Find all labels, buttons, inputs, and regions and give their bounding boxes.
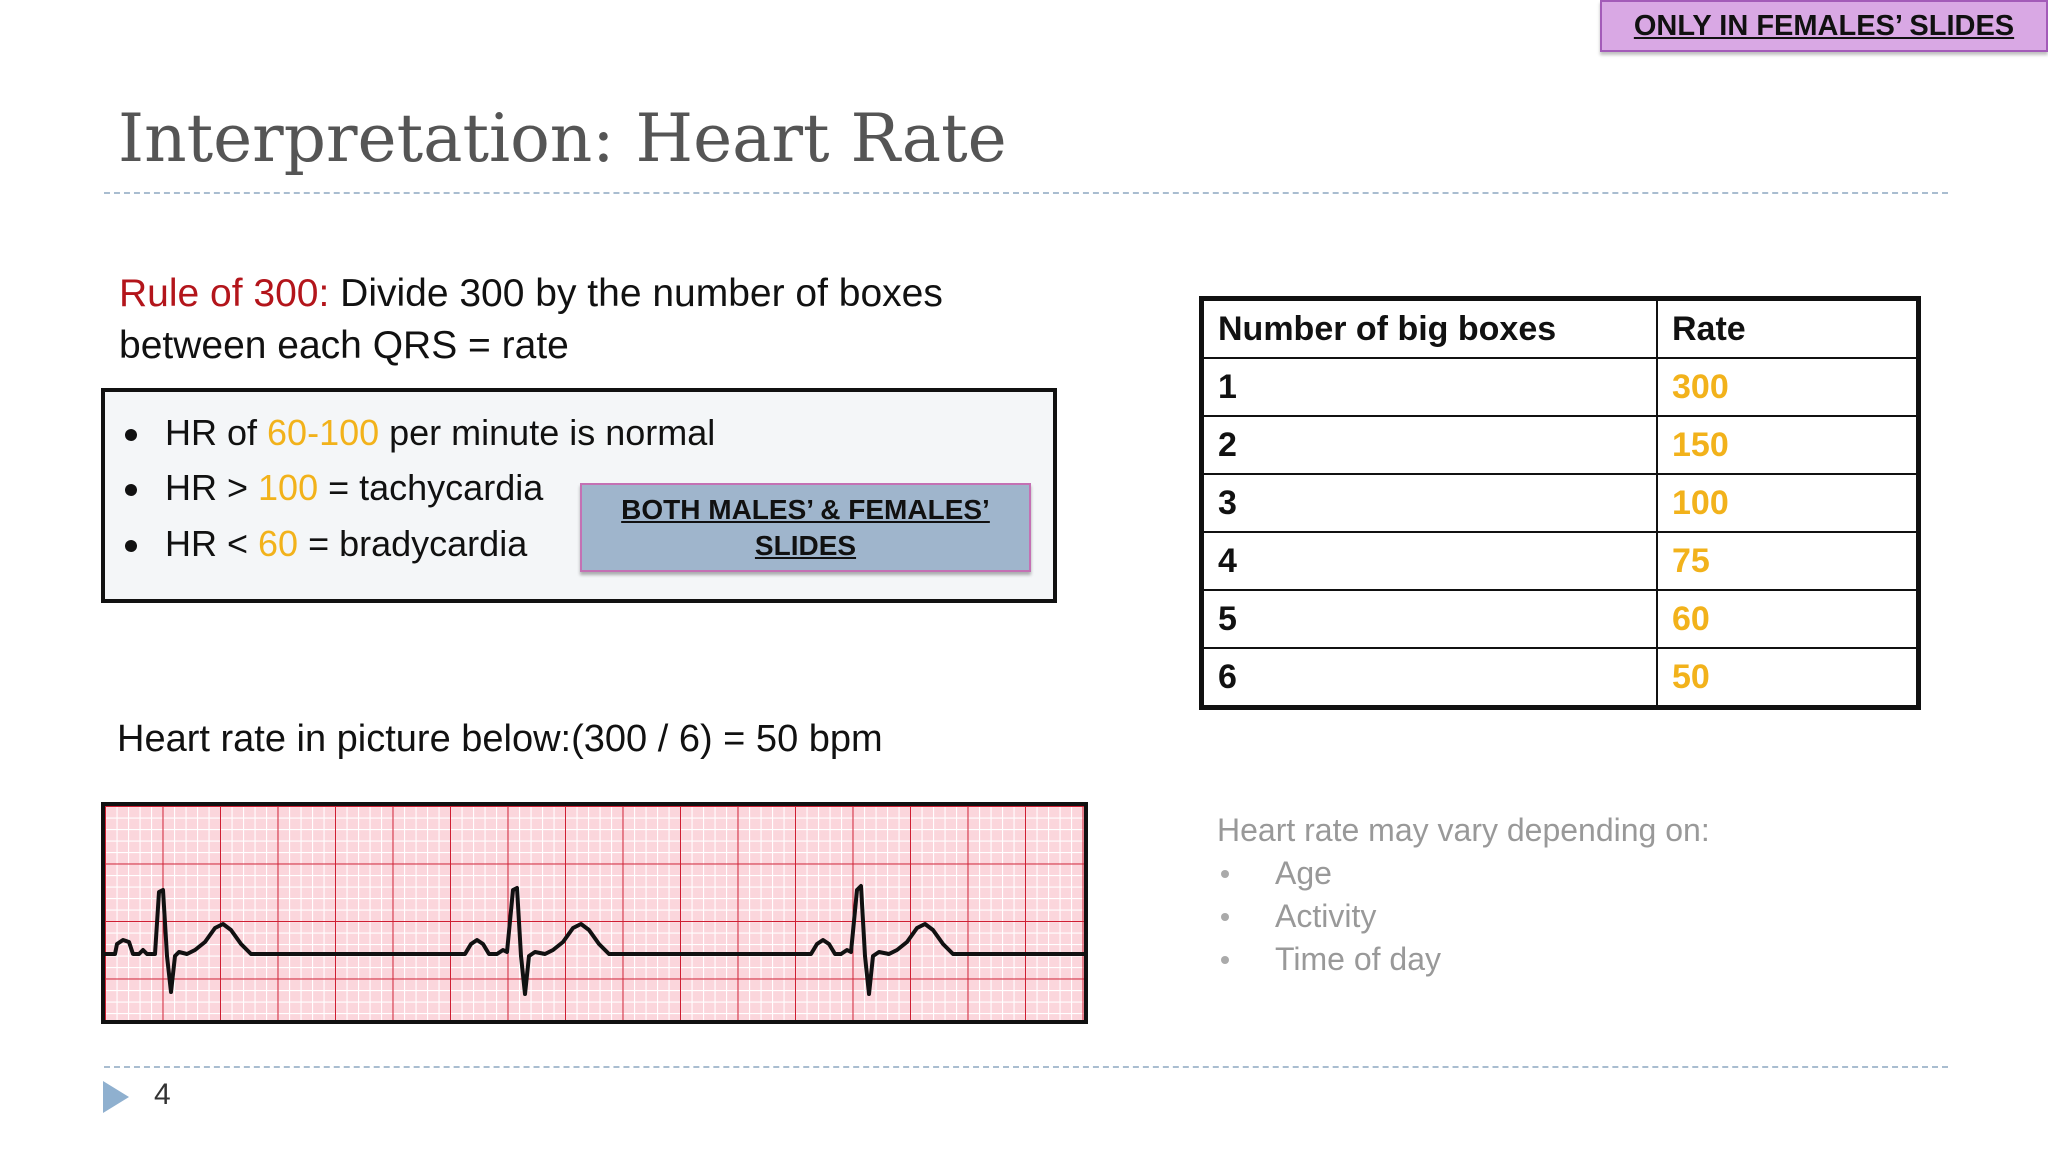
page-number: 4 bbox=[154, 1078, 171, 1111]
table-cell-boxes: 6 bbox=[1202, 648, 1658, 708]
ecg-strip bbox=[101, 802, 1088, 1024]
variation-title: Heart rate may vary depending on: bbox=[1217, 812, 1710, 848]
table-row bbox=[1202, 590, 1919, 648]
table-cell-boxes: 2 bbox=[1202, 416, 1658, 474]
hr-range-text: = bradycardia bbox=[298, 523, 528, 564]
table-cell-boxes: 1 bbox=[1202, 358, 1658, 416]
hr-range-tachycardia bbox=[165, 467, 543, 509]
heart-rate-variation-list bbox=[1217, 812, 1710, 978]
table-header-rate: Rate bbox=[1657, 299, 1919, 359]
both-badge-line1: BOTH MALES’ & FEMALES’ bbox=[621, 493, 990, 525]
table-cell-boxes: 4 bbox=[1202, 532, 1658, 590]
heart-rate-example-label: Heart rate in picture below:(300 / 6) = 50 bpm bbox=[117, 718, 883, 760]
hr-range-text: HR < bbox=[165, 523, 259, 564]
both-badge-line2: SLIDES bbox=[754, 529, 857, 561]
table-cell-rate: 60 bbox=[1657, 590, 1919, 648]
hr-range-text: per minute is normal bbox=[379, 412, 716, 453]
table-header-boxes: Number of big boxes bbox=[1202, 299, 1658, 359]
footer-divider bbox=[104, 1066, 1948, 1068]
ecg-strip-image bbox=[105, 806, 1084, 1020]
both-sexes-badge bbox=[580, 483, 1031, 572]
play-triangle-icon bbox=[103, 1081, 129, 1113]
table-cell-boxes: 3 bbox=[1202, 474, 1658, 532]
hr-range-value: 100 bbox=[258, 467, 319, 508]
hr-range-value: 60-100 bbox=[267, 412, 380, 453]
rule-of-300-label: Rule of 300: bbox=[119, 272, 330, 315]
table-row bbox=[1202, 474, 1919, 532]
hr-range-value: 60 bbox=[258, 523, 299, 564]
table-row bbox=[1202, 358, 1919, 416]
list-item: Time of day bbox=[1275, 941, 1710, 978]
list-item: Age bbox=[1275, 855, 1710, 892]
table-cell-rate: 75 bbox=[1657, 532, 1919, 590]
table-cell-rate: 300 bbox=[1657, 358, 1919, 416]
rule-of-300-description: Divide 300 by the number of boxes between each QRS = rate bbox=[119, 272, 943, 367]
hr-range-text: HR > bbox=[165, 467, 259, 508]
slide-title: Interpretation: Heart Rate bbox=[118, 100, 1007, 177]
title-divider bbox=[104, 192, 1948, 194]
hr-range-text: HR of bbox=[165, 412, 268, 453]
table-cell-boxes: 5 bbox=[1202, 590, 1658, 648]
table-row bbox=[1202, 648, 1919, 708]
rule-of-300-text bbox=[119, 268, 1019, 372]
females-only-badge: ONLY IN FEMALES’ SLIDES bbox=[1600, 0, 2048, 52]
table-row bbox=[1202, 532, 1919, 590]
table-cell-rate: 150 bbox=[1657, 416, 1919, 474]
hr-range-text: = tachycardia bbox=[318, 467, 544, 508]
big-boxes-rate-table bbox=[1199, 296, 1921, 710]
hr-range-normal bbox=[165, 412, 715, 454]
table-cell-rate: 50 bbox=[1657, 648, 1919, 708]
table-row bbox=[1202, 416, 1919, 474]
table-header-row bbox=[1202, 299, 1919, 359]
hr-range-bradycardia bbox=[165, 523, 527, 565]
list-item: Activity bbox=[1275, 898, 1710, 935]
table-cell-rate: 100 bbox=[1657, 474, 1919, 532]
